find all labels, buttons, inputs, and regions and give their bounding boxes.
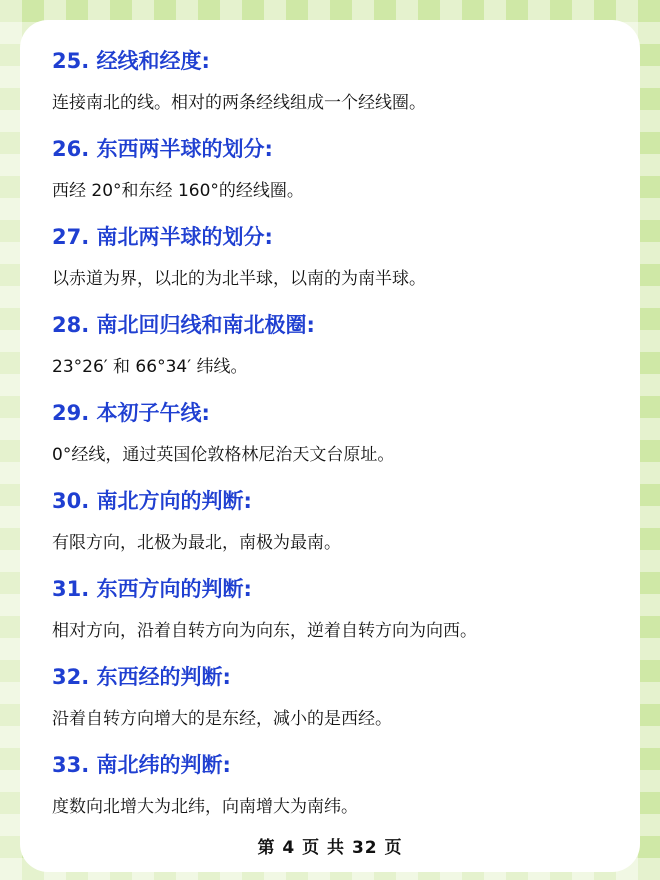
item-title-27: 27. 南北两半球的划分: xyxy=(52,225,273,249)
item-title-29: 29. 本初子午线: xyxy=(52,401,210,425)
item-body-25: 连接南北的线。相对的两条经线组成一个经线圈。 xyxy=(52,93,426,113)
item-body-33: 度数向北增大为北纬，向南增大为南纬。 xyxy=(52,797,358,817)
item-title-26: 26. 东西两半球的划分: xyxy=(52,137,273,161)
item-body-29: 0°经线，通过英国伦敦格林尼治天文台原址。 xyxy=(52,445,395,465)
item-body-28: 23°26′ 和 66°34′ 纬线。 xyxy=(52,357,248,377)
item-body-30: 有限方向，北极为最北，南极为最南。 xyxy=(52,533,341,553)
item-body-32: 沿着自转方向增大的是东经，减小的是西经。 xyxy=(52,709,392,729)
item-title-33: 33. 南北纬的判断: xyxy=(52,753,231,777)
item-body-31: 相对方向，沿着自转方向为向东，逆着自转方向为向西。 xyxy=(52,621,477,641)
item-title-28: 28. 南北回归线和南北极圈: xyxy=(52,313,315,337)
item-title-31: 31. 东西方向的判断: xyxy=(52,577,252,601)
item-body-26: 西经 20°和东经 160°的经线圈。 xyxy=(52,181,304,201)
item-title-30: 30. 南北方向的判断: xyxy=(52,489,252,513)
item-title-32: 32. 东西经的判断: xyxy=(52,665,231,689)
item-title-25: 25. 经线和经度: xyxy=(52,49,210,73)
page-number: 第 4 页 共 32 页 xyxy=(257,838,403,858)
item-body-27: 以赤道为界，以北的为北半球，以南的为南半球。 xyxy=(52,269,426,289)
content-card xyxy=(20,20,640,872)
